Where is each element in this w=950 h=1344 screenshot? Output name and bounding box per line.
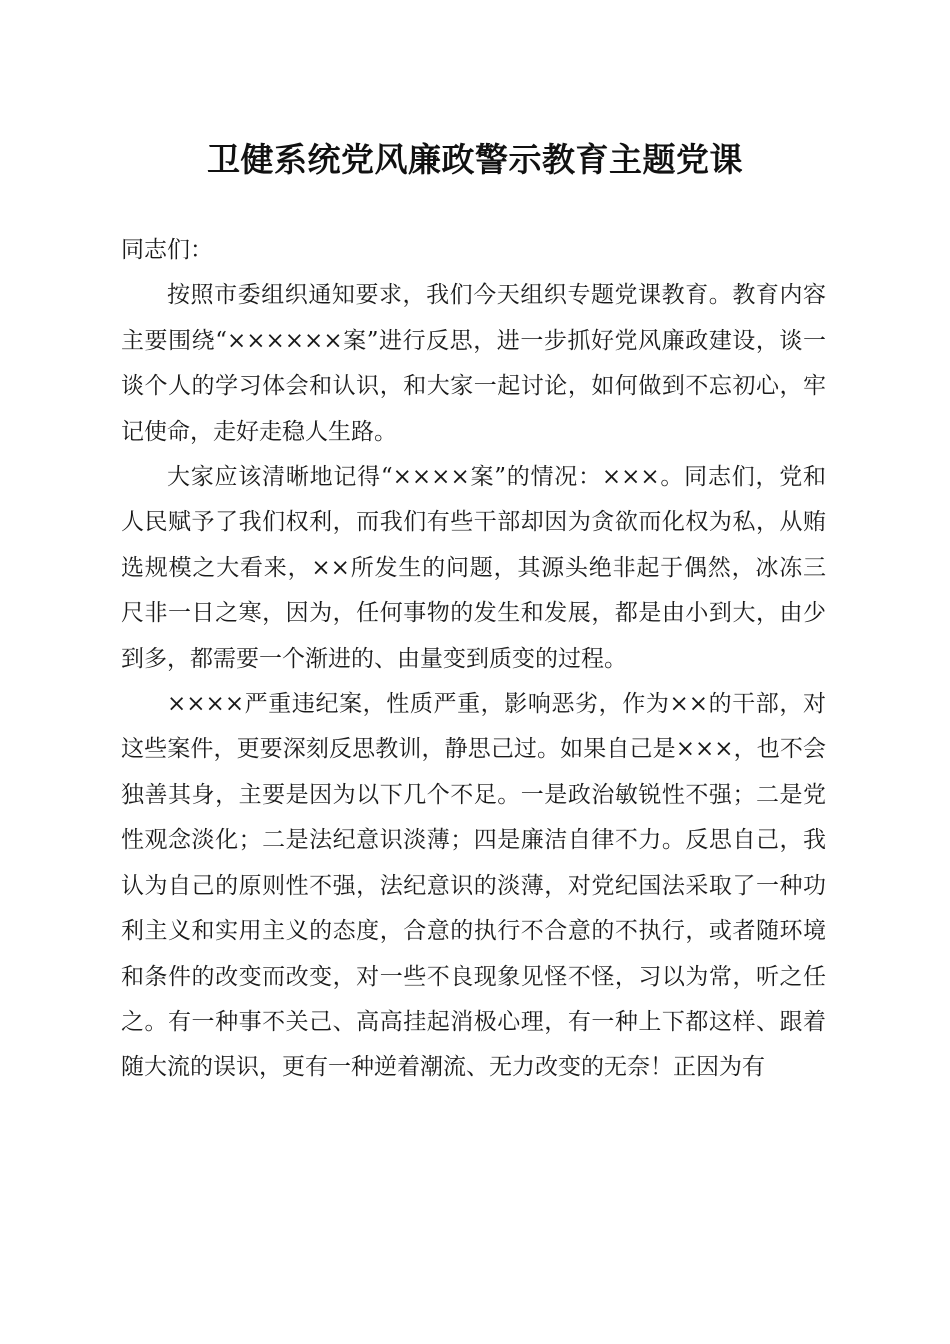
paragraph-3: ××××严重违纪案，性质严重，影响恶劣，作为××的干部，对这些案件，更要深刻反思教训，静思己过。如果自己是×××，也不会独善其身，主要是因为以下几个不足。一是政治敏锐性不强；二是党性观念淡化；二是法纪意识淡薄；四是廉洁自律不力。反思自己，我认为自己的原则性不强，法纪意识的淡薄，对党纪国法采取了一种功利主义和实用主义的态度，合意的执行不合意的不执行，或者随环境和条件的改变而改变，对一些不良现象见怪不怪，习以为常，听之任之。有一种事不关己、高高挂起消极心理，有一种上下都这样、跟着随大流的误识，更有一种逆着潮流、无力改变的无奈！正因为有 xyxy=(121,691,826,1081)
salutation: 同志们： xyxy=(121,237,213,263)
document-title: 卫健系统党风廉政警示教育主题党课 xyxy=(207,140,743,179)
document-body xyxy=(121,228,826,1091)
paragraph-2: 大家应该清晰地记得“××××案”的情况：×××。同志们，党和人民赋予了我们权利，而我们有些干部却因为贪欲而化权为私，从贿选规模之大看来，××所发生的问题，其源头绝非起于偶然，冰冻三尺非一日之寒，因为，任何事物的发生和发展，都是由小到大，由少到多，都需要一个渐进的、由量变到质变的过程。 xyxy=(121,464,826,672)
paragraph-1: 按照市委组织通知要求，我们今天组织专题党课教育。教育内容主要围绕“××××××案”进行反思，进一步抓好党风廉政建设，谈一谈个人的学习体会和认识，和大家一起讨论，如何做到不忘初心，牢记使命，走好走稳人生路。 xyxy=(121,282,826,445)
